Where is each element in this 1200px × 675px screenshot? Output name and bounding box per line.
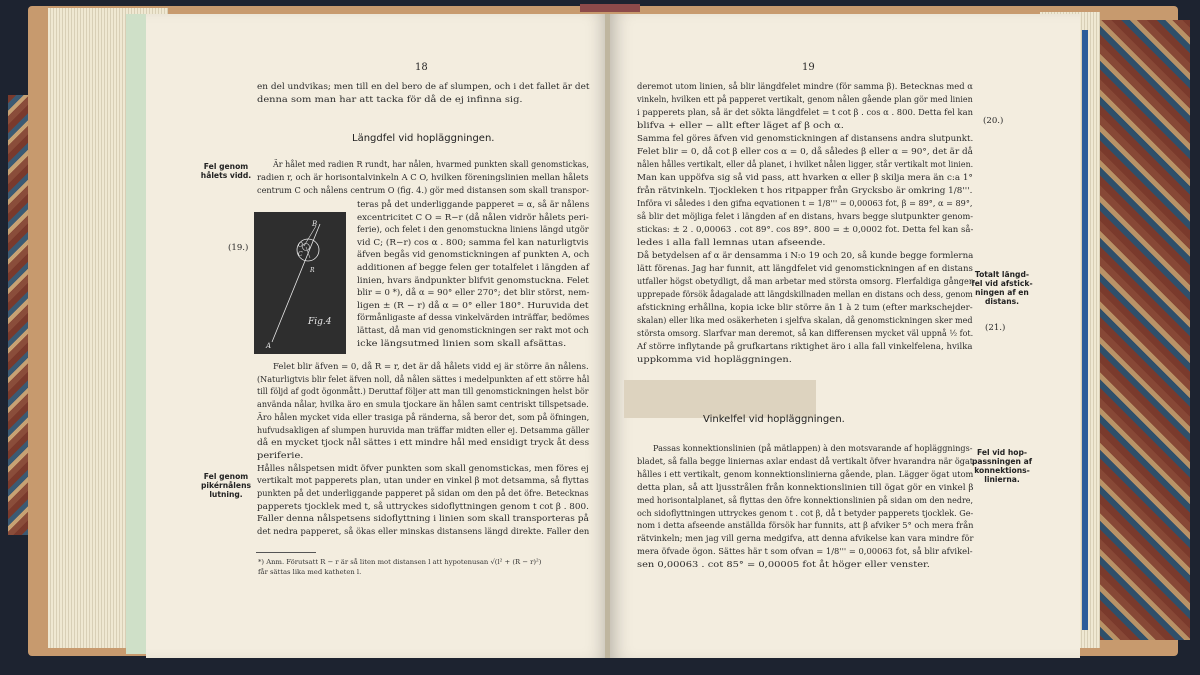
text-line: använda nålar, hvilka äro en smula tjockare än hålen samt centriskt tillspetsade. [257,400,589,411]
text-line: till följd af godt ögonmått.) Deruttaf följer att man till genomstickningen helst bör [257,387,589,398]
margin-line: ningen af en [975,288,1029,297]
text-line: teras på det underliggande papperet = α, så är nålens [357,200,590,210]
text-line: linien, hvars ändpunkter blifvit genomstuckna. Felet [357,275,589,286]
text-line: nålen hålles vertikalt, eller då planet, i hvilket nålen ligger, står vertikalt mot linien. [637,160,974,170]
margin-note-totalt [970,270,1034,306]
text-line: Passas konnektionslinien (på mätlappen) à den motsvarande af hopläggnings- [653,444,973,454]
text-line: detta plan, så att ljusstrålen från konnektionslinien till ögat gör en vinkel β [637,482,974,493]
figure-label-o: O [298,242,303,249]
page-stain [624,380,816,418]
text-line: äfven begås vid genomstickningen af punkten A, och [357,250,590,261]
text-line: punkten på det underliggande papperet på sidan om den på det öfre. Betecknas [257,489,589,499]
text-line: stickas: ± 2 . 0,00063 . cot 89°. cos 89°. 800 = ± 0,0002 fot. Detta fel kan så- [637,225,974,235]
text-line: ledes i alla fall lemnas utan afseende. [637,238,826,248]
text-line: excentricitet C O = R−r (då nålen vidrör hålets peri- [357,212,589,223]
equation-number-19: (19.) [228,243,249,253]
margin-note-konnektion [970,448,1034,484]
text-line: vertikalt mot papperets plan, utan under en vinkel β mot detsamma, så flyttas [257,476,589,487]
text-line: radien r, och är horisontalvinkeln A C O, hvilken föreningslinien mellan hålets [257,173,589,184]
footnote-line-1: *) Anm. Förutsatt R − r är så liten mot distansen l att hypotenusan √(l² + (R − r)²) [258,558,542,566]
margin-line: lutning. [209,490,243,499]
margin-line: linierna. [984,475,1020,484]
margin-line: hålets vidd. [200,171,252,180]
margin-line: pikérnålens [201,481,251,490]
figure-4-diagram [254,212,346,354]
figure-caption: Fig.4 [308,317,332,327]
margin-note-lutning [196,472,256,499]
text-line: Samma fel göres äfven vid genomstickningen af distansens andra slutpunkt. [637,134,974,144]
text-line: ligen ± (R − r) då α = 0° eller 180°. Huruvida det [357,300,589,311]
heading-langdfel: Längdfel vid hopläggningen. [352,133,495,144]
margin-line: Totalt längd- [974,270,1030,279]
text-line: lättast, då man vid genomstickningen ser rakt mot och [357,326,589,336]
text-line: från rätvinkeln. Tjockleken t hos ritpapper från Grycksbo är omkring 1/8'''. [637,186,973,196]
ribbon-marker [1082,30,1088,630]
text-line: rätvinkeln; men jag vill gerna medgifva, att denna afvikelse kan vara mindre för [637,534,974,545]
text-line: mera öfvade ögon. Sättes här t som ofvan = 1/8''' = 0,00063 fot, så blir afvikel- [637,547,973,558]
margin-line: distans. [984,297,1020,306]
text-line: afstickning erhållna, kopia icke blir större än 1 à 2 tum (efter markschejder- [637,303,973,313]
text-line: och sidoflyttningen uttryckes genom t . cot β, då t betyder papperets tjocklek. Ge- [637,508,974,519]
text-line: vinkeln, hvilken ett på papperet vertikalt, genom nålen gående plan gör med linien [637,95,973,105]
text-line: blir = 0 *), då α = 90° eller 270°; det blir störst, nem- [357,288,590,299]
text-line: största omsorg. Slarfvar man deremot, så kan differensen mycket väl uppnå ½ fot. [637,329,974,339]
spine-band [580,4,640,12]
text-line: periferie. [257,450,304,461]
text-line: lätt förenas. Jag har funnit, att längdfelet vid genomstickningen af en distans [637,264,973,274]
text-line: det nedra papperet, så ökas eller minskas distansens längd direkte. Faller den [257,527,590,538]
margin-line: fel vid afstick- [971,279,1033,288]
figure-label-a: A [266,342,272,350]
figure-label-c: C [298,251,303,258]
text-line: ferie), och felet i den genomstuckna liniens längd utgör [357,225,589,236]
text-line: i papperets plan, så är det sökta längdfelet = t cot β . cos α . 800. Detta fel kan [637,108,973,118]
equation-number-21: (21.) [985,323,1006,333]
text-line: uppkomma vid hopläggningen. [637,355,792,365]
text-line: med horisontalplanet, så flyttas den öfre konnektionslinien på sidan om den nedre, [637,495,974,506]
text-line: Felet blir äfven = 0, då R = r, det är då hålets vidd ej är större än nålens. [273,362,589,372]
text-line: blifva + eller − allt efter läget af β och α. [637,121,844,131]
text-line: deremot utom linien, så blir längdfelet mindre (för samma β). Betecknas med α [637,82,973,92]
text-line: sen 0,00063 . cot 85° = 0,00005 fot åt höger eller venster. [637,560,930,571]
text-line: (Naturligtvis blir felet äfven noll, då nålen sättes i medelpunkten af ett större hål [257,374,590,385]
text-line: hålles i ett vertikalt, genom konnektionslinierna gående, plan. Lägger ögat utom [637,469,974,480]
text-line: centrum C och nålens centrum O (fig. 4.) gör med distansen som skall transpor- [257,186,589,197]
footnote-rule [256,552,316,553]
text-line: papperets tjocklek med t, så uttryckes sidoflyttningen genom t cot β . 800. [257,501,589,512]
margin-note-hal [196,162,256,180]
text-line: då en mycket tjock nål sättes i ett mindre hål med ensidigt tryck åt dess [257,438,590,449]
figure-label-r: R [310,267,315,274]
text-line: Af större inflytande på grufkartans riktighet äro i alla fall vinkelfelena, hvilka [637,342,973,352]
text-line: bladet, så falla begge liniernas axlar endast då vertikalt öfver hvarandra när ögat [637,456,974,467]
text-line: utfaller högst obetydligt, då man arbetar med största omsorg. Flerfaldiga gånger [637,277,973,287]
figure-label-b: B [312,220,318,228]
text-line: förmånligaste af dessa vinkelvärden inträffar, bedömes [357,313,590,324]
margin-line: Fel vid hop- [976,448,1028,457]
text-line: Felet blir = 0, då cot β eller cos α = 0, då således β eller α = 90°, det är då [637,147,973,157]
marbled-edge-right [1095,20,1190,640]
text-line: additionen af begge felen ger totalfelet i längden af [357,263,590,273]
text-line: icke längsutmed linien som skall afsättas. [357,338,567,349]
margin-line: konnektions- [974,466,1030,475]
text-line: vid C; (R−r) cos α . 800; samma fel kan naturligtvis [357,237,589,248]
text-line: Äro hålen mycket vida eller trasiga på ränderna, så beror det, som på öfningen, [257,412,590,423]
text-line: Då betydelsen af α är densamma i N:o 19 och 20, så kunde begge formlerna [637,251,974,261]
text-line: en del undvikas; men till en del bero de af slumpen, och i det fallet är det [257,82,590,92]
figure-4 [254,212,346,354]
text-line: nom i detta afseende anställda försök har funnits, att β afviker 5° och mera från [637,521,974,532]
text-line: Införa vi således i den gifna eqvationen t = 1/8''' = 0,00063 fot, β = 89°, α = 89°, [637,199,973,209]
margin-line: passningen af [971,457,1033,466]
heading-vinkelfel: Vinkelfel vid hopläggningen. [703,414,845,425]
footnote-line-2: får sättas lika med katheten l. [258,568,362,576]
text-line: hufvudsakligen af slumpen huruvida man träffar midten eller ej. Detsamma gäller [257,425,590,436]
margin-line: Fel genom [203,472,249,481]
text-line: Faller denna nålspetsens sidoflyttning i linien som skall transporteras på [257,514,589,525]
text-line: upprepade försök ådagalade att längdskillnaden mellan en distans och dess, genom [637,290,973,300]
page-number-left: 18 [415,62,428,73]
text-line: så blir det möjliga felet i längden af en distans, hvars begge slutpunkter genom- [637,212,974,222]
page-number-right: 19 [802,62,815,73]
text-line: Är hålet med radien R rundt, har nålen, hvarmed punkten skall genomstickas, [273,160,589,170]
equation-number-20: (20.) [983,116,1004,126]
text-line: Man kan uppöfva sig så vid pass, att hvarken α eller β skilja mera än c:a 1° [637,173,973,183]
text-line: skalan) eller lika med osäkerheten i sjelfva skalan, då genomstickningen sker med [637,316,973,326]
text-line: Hålles nålspetsen midt öfver punkten som skall genomstickas, men föres ej [257,463,589,474]
margin-line: Fel genom [203,162,249,171]
text-line: denna som man har att tacka för då de ej infinna sig. [257,95,523,106]
